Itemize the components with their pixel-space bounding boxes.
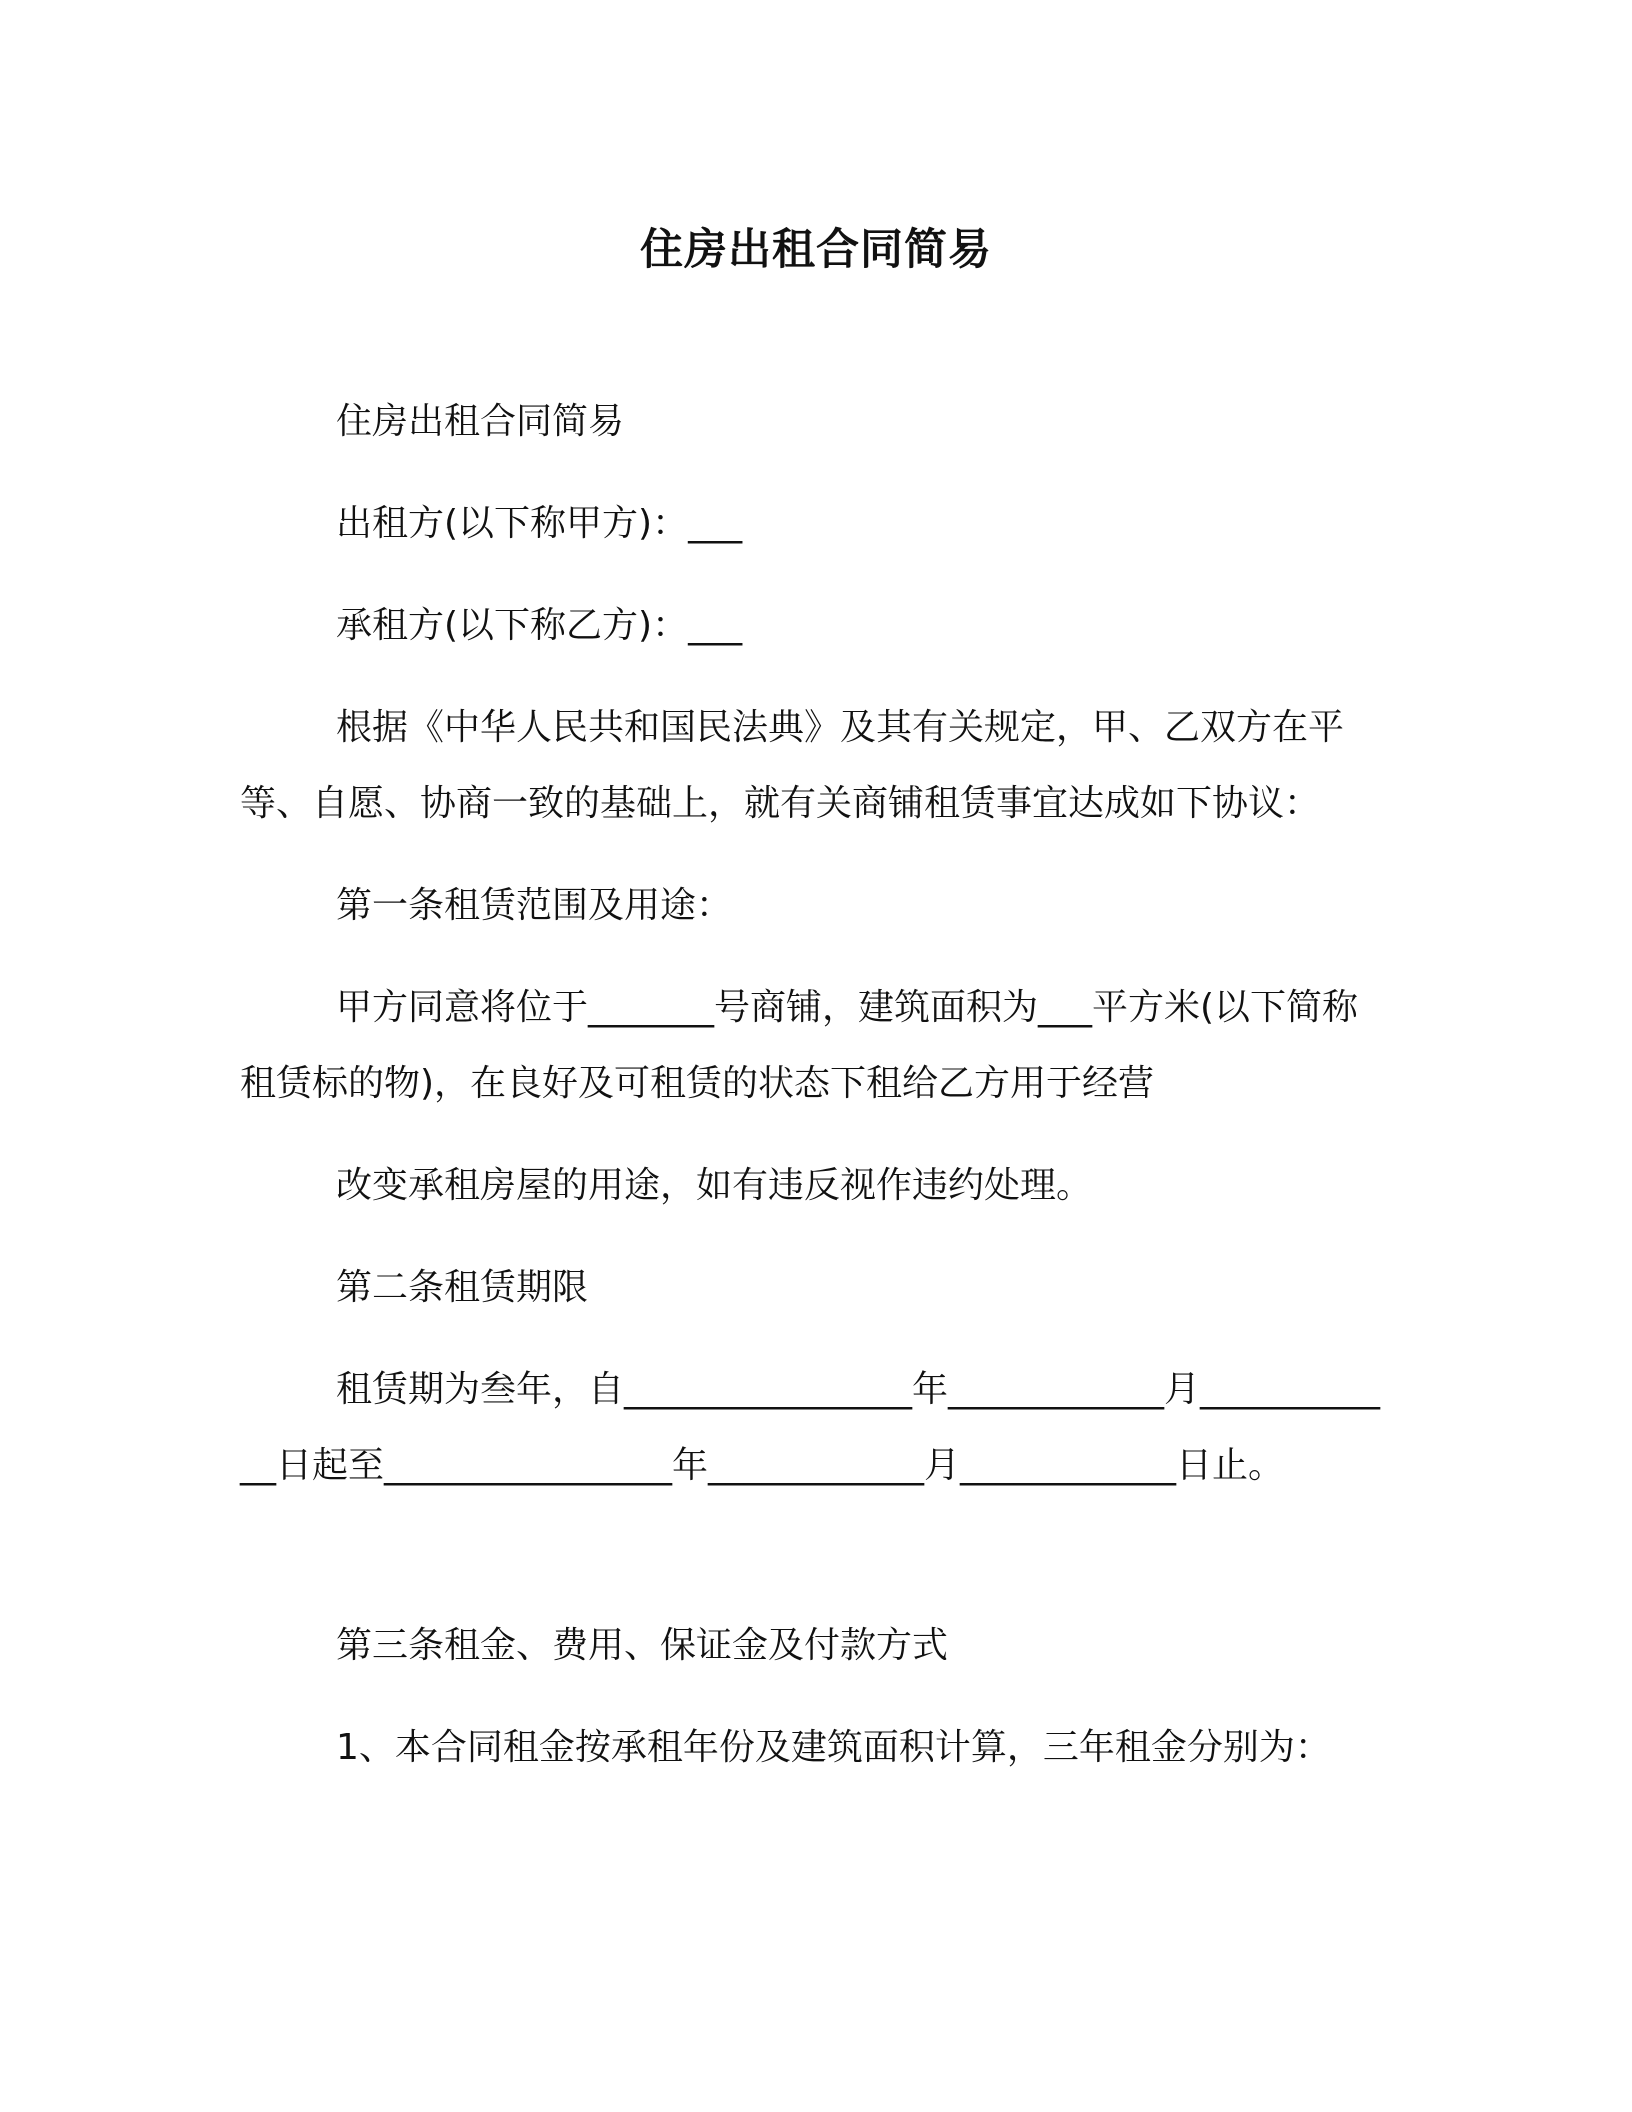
paragraph-article-1-title: 第一条租赁范围及用途： — [336, 885, 733, 926]
paragraph-preamble: 根据《中华人民共和国民法典》及其有关规定，甲、乙双方在平等、自愿、协商一致的基础上，就有关商铺租赁事宜达成如下协议： — [240, 707, 1345, 824]
paragraph-article-2-body: 租赁期为叁年，自________________年____________月____________日起至________________年____________月____________日止。 — [240, 1369, 1381, 1486]
paragraph-article-1-body: 甲方同意将位于_______号商铺，建筑面积为___平方米(以下简称租赁标的物)，在良好及可租赁的状态下租给乙方用于经营 — [240, 987, 1359, 1104]
paragraph-article-3-title: 第三条租金、费用、保证金及付款方式 — [336, 1625, 949, 1666]
paragraph-heading: 住房出租合同简易 — [336, 401, 625, 442]
paragraph-article-3-item-1: 1、本合同租金按承租年份及建筑面积计算，三年租金分别为： — [336, 1727, 1331, 1768]
paragraph-article-2-title: 第二条租赁期限 — [336, 1267, 589, 1308]
paragraph-lessor: 出租方(以下称甲方)：___ — [336, 503, 743, 544]
document-title: 住房出租合同简易 — [640, 225, 992, 275]
paragraph-lessee: 承租方(以下称乙方)：___ — [336, 605, 743, 646]
paragraph-article-1-note: 改变承租房屋的用途，如有违反视作违约处理。 — [336, 1165, 1093, 1206]
